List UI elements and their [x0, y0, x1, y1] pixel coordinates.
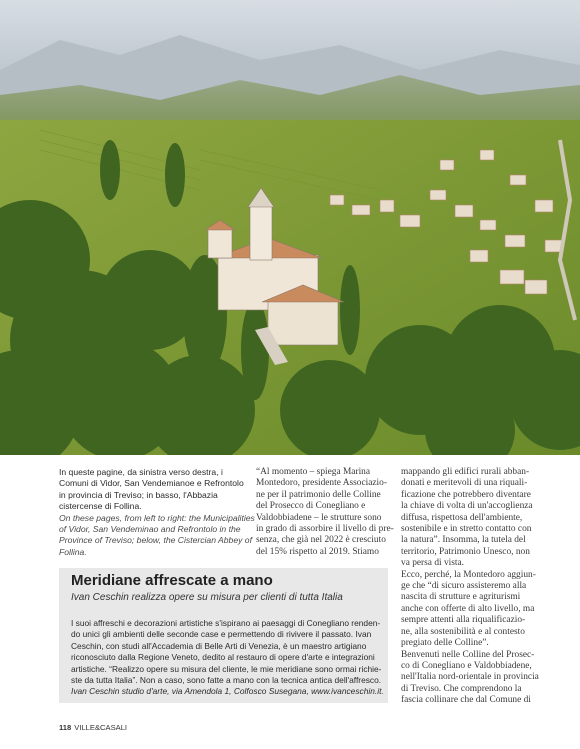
- text-line: la natura”. Insomma, la tutela del: [401, 535, 526, 546]
- magazine-name: VILLE&CASALI: [74, 723, 128, 732]
- page-folio: [59, 723, 127, 732]
- sidebar-box: [59, 568, 388, 703]
- text-line: artistiche. “Realizzo opere su misura del cliente, le mie meridiane sono ormai richie-: [71, 663, 382, 674]
- text-line: ste da tutta Italia”. Non a caso, sono fatte a mano con la tecnica antica dell'affresco.: [71, 675, 382, 686]
- text-line: Ceschin, con studi all'Accademia di Belle Arti di Venezia, è un maestro artigiano: [71, 640, 367, 651]
- text-line: ne, alla sostenibilità e al contesto: [401, 626, 525, 637]
- text-line: Ecco, perché, la Montedoro aggiun-: [401, 569, 536, 580]
- text-line: riconosciuto dalla Regione Veneto, dedito al restauro di opere d'arte e integrazioni: [71, 652, 375, 663]
- box-body: [71, 618, 384, 698]
- box-title: Meridiane affrescate a mano: [71, 572, 273, 589]
- text-line: ficazione che potrebbero diventare: [401, 489, 531, 500]
- text-line: Montedoro, presidente Associazio-: [256, 478, 387, 489]
- text-line: di Treviso. Che comprendono la: [401, 683, 522, 694]
- page-number: 118: [59, 723, 72, 732]
- text-line: Benvenuti nelle Colline del Prosec-: [401, 649, 535, 660]
- article-column-3: [401, 467, 551, 707]
- text-line: diffusa, rispettosa dell'ambiente,: [401, 512, 523, 523]
- text-line: anche con offerte di alto livello, ma: [401, 603, 535, 614]
- text-line: va persa di vista.: [401, 558, 465, 569]
- text-line: senza, che già nel 2022 è cresciuto: [256, 535, 386, 546]
- text-line: I suoi affreschi e decorazioni artistiche s'ispirano ai paesaggi di Conegliano renden-: [71, 618, 381, 628]
- text-line: fascia collinare che dal Comune di: [401, 695, 531, 706]
- text-line: del 15% rispetto al 2019. Stiamo: [256, 546, 379, 557]
- text-line: ge che “di sicuro assisteremo alla: [401, 581, 527, 592]
- text-line: nell'Italia nord-orientale in provincia: [401, 672, 539, 683]
- text-line: do unici gli ambienti delle seconde case e permettendo di rivivere il passato. Ivan: [71, 629, 372, 640]
- text-line: donati e meritevoli di una riquali-: [401, 478, 528, 489]
- text-line: co di Conegliano e Valdobbiadene,: [401, 660, 532, 671]
- caption-italian: In queste pagine, da sinistra verso destra, i Comuni di Vidor, San Vendemianoe e Refrontolo in provincia di Treviso; in basso, l'Abbazia cistercense di Follina.: [59, 467, 244, 512]
- text-line: sempre attenti alla riqualificazio-: [401, 615, 526, 626]
- box-credit: Ivan Ceschin studio d'arte, via Amendola 1, Colfosco Susegana, www.ivanceschin.it.: [71, 686, 384, 697]
- text-line: mappando gli edifici rurali abban-: [401, 467, 530, 477]
- text-line: in grado di assorbire il livello di pre-: [256, 524, 394, 535]
- text-line: del Prosecco di Conegliano e: [256, 501, 366, 512]
- text-line: pregiato delle Colline”.: [401, 638, 489, 649]
- text-line: Valdobbiadene – le strutture sono: [256, 512, 382, 523]
- text-line: la chiave di volta di un'accoglienza: [401, 501, 533, 512]
- article-column-2: [256, 467, 399, 558]
- text-line: nascita di strutture e agriturismi: [401, 592, 521, 603]
- caption-english: On these pages, from left to right: the Municipalities of Vidor, San Vendeminao and Refrontolo in the Province of Treviso; below, the Cistercian Abbey of Follina.: [59, 512, 255, 557]
- text-line: ne per il patrimonio delle Colline: [256, 489, 381, 500]
- text-line: territorio, Patrimonio Unesco, non: [401, 546, 530, 557]
- text-line: “Al momento – spiega Marina: [256, 467, 371, 477]
- photo-caption: [59, 467, 255, 558]
- box-subtitle: Ivan Ceschin realizza opere su misura per clienti di tutta Italia: [71, 592, 343, 603]
- text-line: sostenibile e in stretto contatto con: [401, 524, 532, 535]
